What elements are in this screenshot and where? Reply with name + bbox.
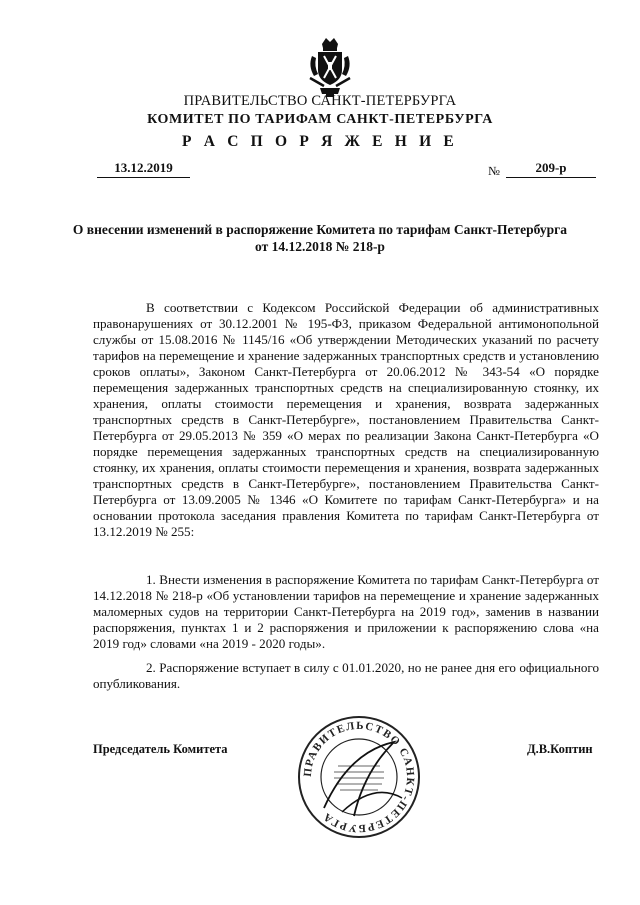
preamble-text: В соответствии с Кодексом Российской Федерации об административных правонарушениях от 30.12.2001 № 195-ФЗ, приказом Федеральной антимонопольной службы от 15.08.2016 № 1145/16 «Об утверждении Методических указаний по расчету тарифов на перемещение и хранение задержанных транспортных средств и установлению сроков оплаты», Законом Санкт-Петербурга от 20.06.2012 № 343-54 «О порядке перемещения задержанных транспортных средств на специализированную стоянку, их хранения, оплаты стоимости перемещения и хранения, возврата задержанных транспортных средств в Санкт-Петербурге», постановлением Правительства Санкт-Петербурга от 29.05.2013 № 359 «О мерах по реализации Закона Санкт-Петербурга «О порядке перемещения задержанных транспортных средств на специализированную стоянку, их хранения, оплаты стоимости перемещения и хранения, возврата задержанных транспортных средств в Санкт-Петербурге», постановлением Правительства Санкт-Петербурга от 13.09.2005 № 1346 «О Комитете по тарифам Санкт-Петербурга» и на основании протокола заседания правления Комитета по тарифам Санкт-Петербурга от 13.12.2019 № 255: [93, 300, 599, 539]
item-2-paragraph [93, 660, 599, 692]
signatory-title: Председатель Комитета [93, 742, 228, 756]
subject-line-1: О внесении изменений в распоряжение Комитета по тарифам Санкт-Петербурга [72, 222, 568, 237]
coat-of-arms-icon [304, 36, 356, 98]
document-type: Р А С П О Р Я Ж Е Н И Е [182, 133, 458, 150]
document-number: 209-р [506, 160, 596, 178]
signatory-name: Д.В.Коптин [527, 742, 593, 756]
number-label: № [488, 164, 500, 178]
document-date: 13.12.2019 [97, 160, 190, 178]
official-seal-icon [294, 712, 424, 842]
item-1-text: 1. Внести изменения в распоряжение Комитета по тарифам Санкт-Петербурга от 14.12.2018 № 218-р «Об установлении тарифов на перемещение и хранение задержанных маломерных судов на территории Санкт-Петербурга на 2019 год», заменив в названии распоряжения, пунктах 1 и 2 распоряжения и приложении к распоряжению слова «на 2019 год» словами «на 2019 - 2020 годы». [93, 572, 599, 651]
item-2-text: 2. Распоряжение вступает в силу с 01.01.2020, но не ранее дня его официального опубликования. [93, 660, 599, 691]
subject-line-2: от 14.12.2018 № 218-р [255, 239, 385, 254]
preamble-paragraph [93, 300, 599, 540]
government-name: ПРАВИТЕЛЬСТВО САНКТ-ПЕТЕРБУРГА [183, 93, 457, 109]
item-1-paragraph [93, 572, 599, 652]
svg-text:ПРАВИТЕЛЬСТВО САНКТ-ПЕТЕРБУРГА: ПРАВИТЕЛЬСТВО САНКТ-ПЕТЕРБУРГА [301, 719, 417, 835]
committee-name: КОМИТЕТ ПО ТАРИФАМ САНКТ-ПЕТЕРБУРГА [147, 112, 493, 127]
